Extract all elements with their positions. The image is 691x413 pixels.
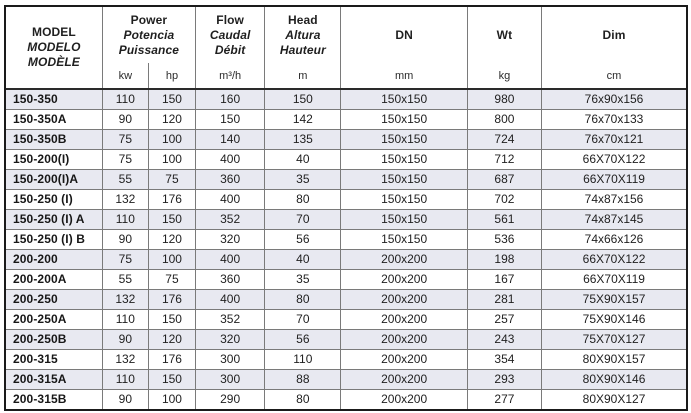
- cell-model: 150-350A: [6, 109, 102, 129]
- cell-model: 150-250 (I) A: [6, 209, 102, 229]
- cell-dn: 150x150: [341, 229, 467, 249]
- header-wt-label: Wt: [496, 27, 513, 42]
- cell-wt: 277: [467, 389, 541, 409]
- table-row: [6, 129, 686, 149]
- cell-dn: 200x200: [341, 369, 467, 389]
- cell-dim: 74x87x145: [542, 209, 686, 229]
- cell-hp: 100: [148, 129, 195, 149]
- cell-model: 200-250: [6, 289, 102, 309]
- cell-flow: 150: [196, 109, 265, 129]
- cell-kw: 55: [102, 169, 148, 189]
- cell-hp: 75: [148, 169, 195, 189]
- cell-dim: 66X70X119: [542, 169, 686, 189]
- cell-dn: 200x200: [341, 389, 467, 409]
- cell-dn: 200x200: [341, 289, 467, 309]
- header-flow: [196, 7, 265, 63]
- cell-hp: 150: [148, 369, 195, 389]
- cell-model: 200-200: [6, 249, 102, 269]
- cell-dim: 76x70x133: [542, 109, 686, 129]
- cell-wt: 561: [467, 209, 541, 229]
- unit-dim: cm: [542, 63, 686, 89]
- cell-kw: 132: [102, 349, 148, 369]
- cell-dim: 76x90x156: [542, 89, 686, 109]
- table-body: [6, 89, 686, 409]
- table-row: [6, 169, 686, 189]
- table-header: [6, 7, 686, 89]
- cell-wt: 687: [467, 169, 541, 189]
- cell-dn: 150x150: [341, 189, 467, 209]
- cell-model: 200-315B: [6, 389, 102, 409]
- cell-kw: 90: [102, 329, 148, 349]
- cell-dim: 76x70x121: [542, 129, 686, 149]
- cell-wt: 293: [467, 369, 541, 389]
- cell-wt: 536: [467, 229, 541, 249]
- header-wt: [467, 7, 541, 63]
- cell-model: 200-250B: [6, 329, 102, 349]
- unit-head: m: [265, 63, 341, 89]
- header-flow-es: Caudal: [209, 27, 251, 42]
- header-model: [6, 7, 102, 89]
- header-power-es: Potencia: [123, 27, 175, 42]
- header-dim-label: Dim: [602, 27, 626, 42]
- cell-hp: 150: [148, 309, 195, 329]
- cell-hp: 120: [148, 329, 195, 349]
- header-model-es: MODELO: [27, 40, 81, 54]
- cell-dim: 80X90X127: [542, 389, 686, 409]
- cell-head: 56: [265, 229, 341, 249]
- table-row: [6, 269, 686, 289]
- cell-hp: 176: [148, 349, 195, 369]
- unit-kw: kw: [102, 63, 148, 89]
- cell-flow: 352: [196, 209, 265, 229]
- cell-model: 200-315A: [6, 369, 102, 389]
- cell-head: 110: [265, 349, 341, 369]
- table-row: [6, 389, 686, 409]
- header-power: [102, 7, 195, 63]
- cell-hp: 75: [148, 269, 195, 289]
- cell-kw: 90: [102, 389, 148, 409]
- spec-table: [6, 7, 686, 409]
- unit-dn: mm: [341, 63, 467, 89]
- cell-dn: 200x200: [341, 249, 467, 269]
- cell-flow: 290: [196, 389, 265, 409]
- cell-wt: 198: [467, 249, 541, 269]
- cell-kw: 110: [102, 89, 148, 109]
- cell-flow: 360: [196, 169, 265, 189]
- cell-flow: 352: [196, 309, 265, 329]
- cell-head: 35: [265, 269, 341, 289]
- cell-dn: 150x150: [341, 149, 467, 169]
- cell-dim: 74x66x126: [542, 229, 686, 249]
- cell-dim: 66X70X122: [542, 149, 686, 169]
- cell-flow: 400: [196, 249, 265, 269]
- unit-wt: kg: [467, 63, 541, 89]
- cell-kw: 132: [102, 289, 148, 309]
- cell-dn: 150x150: [341, 209, 467, 229]
- cell-kw: 90: [102, 109, 148, 129]
- cell-wt: 800: [467, 109, 541, 129]
- cell-head: 70: [265, 309, 341, 329]
- header-model-en: MODEL: [31, 25, 76, 39]
- cell-dim: 75X70X127: [542, 329, 686, 349]
- cell-flow: 320: [196, 229, 265, 249]
- cell-hp: 176: [148, 289, 195, 309]
- header-dn-label: DN: [395, 27, 413, 42]
- cell-flow: 160: [196, 89, 265, 109]
- cell-kw: 132: [102, 189, 148, 209]
- cell-head: 142: [265, 109, 341, 129]
- cell-wt: 281: [467, 289, 541, 309]
- header-power-en: Power: [130, 12, 168, 27]
- table-row: [6, 289, 686, 309]
- cell-model: 150-350B: [6, 129, 102, 149]
- table-row: [6, 249, 686, 269]
- header-power-fr: Puissance: [118, 42, 180, 57]
- cell-hp: 120: [148, 229, 195, 249]
- cell-dn: 150x150: [341, 129, 467, 149]
- cell-hp: 100: [148, 389, 195, 409]
- cell-dim: 66X70X122: [542, 249, 686, 269]
- unit-hp: hp: [148, 63, 195, 89]
- cell-model: 150-350: [13, 92, 58, 107]
- cell-wt: 724: [467, 129, 541, 149]
- cell-head: 40: [265, 149, 341, 169]
- cell-wt: 167: [467, 269, 541, 289]
- header-dn: [341, 7, 467, 63]
- cell-model: 150-250 (I): [6, 189, 102, 209]
- cell-flow: 400: [196, 149, 265, 169]
- cell-head: 40: [265, 249, 341, 269]
- cell-dim: 80X90X146: [542, 369, 686, 389]
- cell-dn: 200x200: [341, 349, 467, 369]
- cell-model: 150-200(I): [6, 149, 102, 169]
- cell-flow: 300: [196, 349, 265, 369]
- header-head-es: Altura: [285, 27, 321, 42]
- cell-wt: 257: [467, 309, 541, 329]
- cell-dim: 66X70X119: [542, 269, 686, 289]
- header-head-en: Head: [287, 12, 318, 27]
- table-row: [6, 109, 686, 129]
- cell-head: 70: [265, 209, 341, 229]
- header-head-fr: Hauteur: [279, 42, 326, 57]
- cell-model: 200-315: [6, 349, 102, 369]
- cell-dn: 200x200: [341, 329, 467, 349]
- cell-kw: 90: [102, 229, 148, 249]
- table-row: [6, 149, 686, 169]
- cell-dn: 150x150: [341, 109, 467, 129]
- cell-kw: 110: [102, 309, 148, 329]
- cell-wt: 354: [467, 349, 541, 369]
- cell-wt: 243: [467, 329, 541, 349]
- cell-wt: 712: [467, 149, 541, 169]
- header-unit-row: [6, 63, 686, 89]
- cell-model: 200-250A: [6, 309, 102, 329]
- cell-hp: 150: [148, 89, 195, 109]
- cell-hp: 120: [148, 109, 195, 129]
- header-flow-en: Flow: [216, 12, 244, 27]
- cell-dn: 150x150: [341, 169, 467, 189]
- cell-kw: 110: [102, 369, 148, 389]
- cell-kw: 75: [102, 249, 148, 269]
- cell-wt: 702: [467, 189, 541, 209]
- header-flow-fr: Débit: [214, 42, 246, 57]
- table-row: [6, 209, 686, 229]
- header-head: [265, 7, 341, 63]
- header-model-fr: MODÈLE: [27, 55, 80, 69]
- pump-spec-table: [4, 5, 688, 411]
- cell-dim: 75X90X146: [542, 309, 686, 329]
- cell-model: 200-200A: [6, 269, 102, 289]
- table-row: [6, 349, 686, 369]
- cell-head: 56: [265, 329, 341, 349]
- cell-kw: 55: [102, 269, 148, 289]
- cell-dim: 75X90X157: [542, 289, 686, 309]
- cell-head: 150: [265, 89, 341, 109]
- cell-head: 135: [265, 129, 341, 149]
- table-row: [6, 189, 686, 209]
- cell-dn: 200x200: [341, 309, 467, 329]
- table-row: [6, 329, 686, 349]
- cell-dn: 150x150: [341, 89, 467, 109]
- cell-head: 80: [265, 189, 341, 209]
- cell-head: 88: [265, 369, 341, 389]
- cell-flow: 360: [196, 269, 265, 289]
- unit-flow: m³/h: [196, 63, 265, 89]
- cell-kw: 110: [102, 209, 148, 229]
- cell-flow: 400: [196, 289, 265, 309]
- cell-dim: 74x87x156: [542, 189, 686, 209]
- cell-hp: 100: [148, 249, 195, 269]
- cell-dim: 80X90X157: [542, 349, 686, 369]
- cell-head: 80: [265, 389, 341, 409]
- cell-hp: 176: [148, 189, 195, 209]
- cell-flow: 300: [196, 369, 265, 389]
- cell-wt: 980: [467, 89, 541, 109]
- cell-model: 150-200(I)A: [6, 169, 102, 189]
- table-row: [6, 309, 686, 329]
- cell-flow: 320: [196, 329, 265, 349]
- cell-head: 80: [265, 289, 341, 309]
- cell-kw: 75: [102, 149, 148, 169]
- table-row: [6, 369, 686, 389]
- cell-dn: 200x200: [341, 269, 467, 289]
- cell-flow: 140: [196, 129, 265, 149]
- header-label-row: [6, 7, 686, 63]
- table-row: [6, 89, 686, 109]
- cell-hp: 150: [148, 209, 195, 229]
- cell-model: 150-250 (I) B: [6, 229, 102, 249]
- table-row: [6, 229, 686, 249]
- cell-head: 35: [265, 169, 341, 189]
- cell-flow: 400: [196, 189, 265, 209]
- cell-hp: 100: [148, 149, 195, 169]
- header-dim: [542, 7, 686, 63]
- cell-kw: 75: [102, 129, 148, 149]
